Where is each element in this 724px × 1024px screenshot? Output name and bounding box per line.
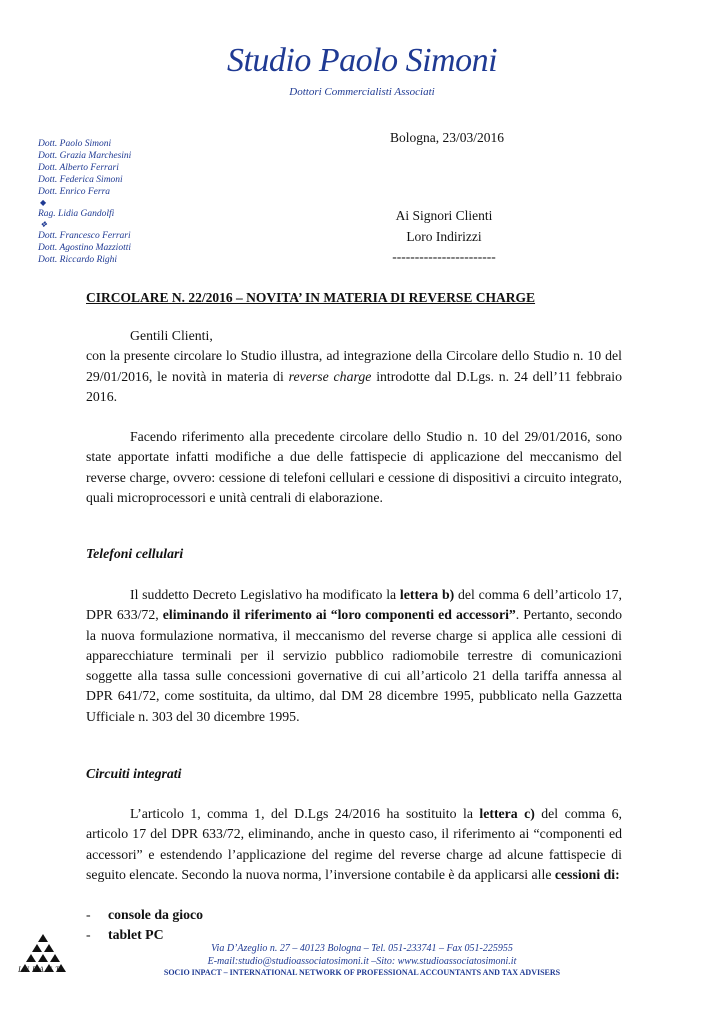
firm-subtitle: Dottori Commercialisti Associati	[289, 86, 435, 98]
recipient-separator: -----------------------	[392, 249, 496, 264]
footer-contacts: E-mail:studio@studioassociatosimoni.it –Sito: www.studioassociatosimoni.it	[207, 956, 517, 967]
section-heading: Telefoni cellulari	[86, 546, 184, 561]
section-heading: Circuiti integrati	[86, 766, 182, 781]
paragraph: L’articolo 1, comma 1, del D.Lgs 24/2016 ha sostituito la lettera c) del comma 6, articolo 17 del DPR 633/72, eliminando, anche in questo caso, il riferimento ai “componenti ed accessori” e estendendo l’applicazione del regime del reverse charge ad alcune fattispecie di seguito elencate. Secondo la nuova norma, l’inversione contabile è da applicarsi alle cessioni di:	[86, 806, 622, 882]
partner-name: Dott. Riccardo Righi	[38, 255, 118, 265]
footer-address: Via D’Azeglio n. 27 – 40123 Bologna – Tel. 051-233741 – Fax 051-225955	[211, 943, 513, 954]
paragraph: con la presente circolare lo Studio illustra, ad integrazione della Circolare dello Studio n. 10 del 29/01/2016, le novità in materia di reverse charge introdotte dal D.Lgs. n. 24 dell’11 febbraio 2016.	[86, 348, 622, 404]
partner-name: Dott. Federica Simoni	[38, 175, 123, 185]
letter-date: Bologna, 23/03/2016	[390, 130, 504, 145]
paragraph: Il suddetto Decreto Legislativo ha modificato la lettera b) del comma 6 dell’articolo 17, DPR 633/72, eliminando il riferimento ai “loro componenti ed accessori”. Pertanto, secondo la nuova formulazione normativa, il meccanismo del reverse charge si applica alle cessioni di apparecchiature terminali per il servizio pubblico radiomobile terrestre di comunicazioni soggette alla tassa sulle concessioni governative di cui all’articolo 21 della tariffa annessa al DPR 641/72, come sostituita, da ultimo, dal DM 28 dicembre 1995, pubblicato nella Gazzetta Ufficiale n. 303 del 30 dicembre 1995.	[86, 587, 622, 724]
footer-network: SOCIO INPACT – INTERNATIONAL NETWORK OF PROFESSIONAL ACCOUNTANTS AND TAX ADVISERS	[163, 968, 561, 977]
body-intro	[86, 326, 622, 407]
partner-name: Dott. Alberto Ferrari	[38, 163, 119, 173]
clover-separator-icon: ❖	[40, 220, 48, 229]
partner-name: Dott. Francesco Ferrari	[38, 231, 131, 241]
greeting: Gentili Clienti,	[130, 328, 213, 343]
paragraph: Facendo riferimento alla precedente circolare dello Studio n. 10 del 29/01/2016, sono state apportate infatti modifiche a due delle fattispecie di applicazione del meccanismo del reverse charge, ovvero: cessione di telefoni cellulari e cessione di dispositivi a circuito integrato, quali microprocessori e unità centrali di elaborazione.	[86, 429, 622, 505]
list-item: - console da gioco	[86, 907, 204, 922]
list-item: - tablet PC	[86, 927, 164, 943]
inpact-logo-label: INPACT	[18, 965, 63, 974]
firm-name: Studio Paolo Simoni	[226, 42, 498, 79]
diamond-separator-icon: ◆	[40, 198, 47, 207]
partner-name: Dott. Agostino Mazziotti	[38, 243, 131, 253]
partner-name: Rag. Lidia Gandolfi	[38, 209, 115, 219]
partner-name: Dott. Paolo Simoni	[38, 139, 112, 149]
partner-name: Dott. Grazia Marchesini	[38, 151, 132, 161]
recipient-line: Ai Signori Clienti	[395, 208, 493, 223]
partner-list	[38, 138, 131, 266]
circular-title: CIRCOLARE N. 22/2016 – NOVITA’ IN MATERIA DI REVERSE CHARGE	[86, 290, 536, 305]
bullet-list	[86, 905, 203, 946]
recipient-line: Loro Indirizzi	[406, 229, 482, 244]
partner-name: Dott. Enrico Ferra	[38, 187, 111, 197]
